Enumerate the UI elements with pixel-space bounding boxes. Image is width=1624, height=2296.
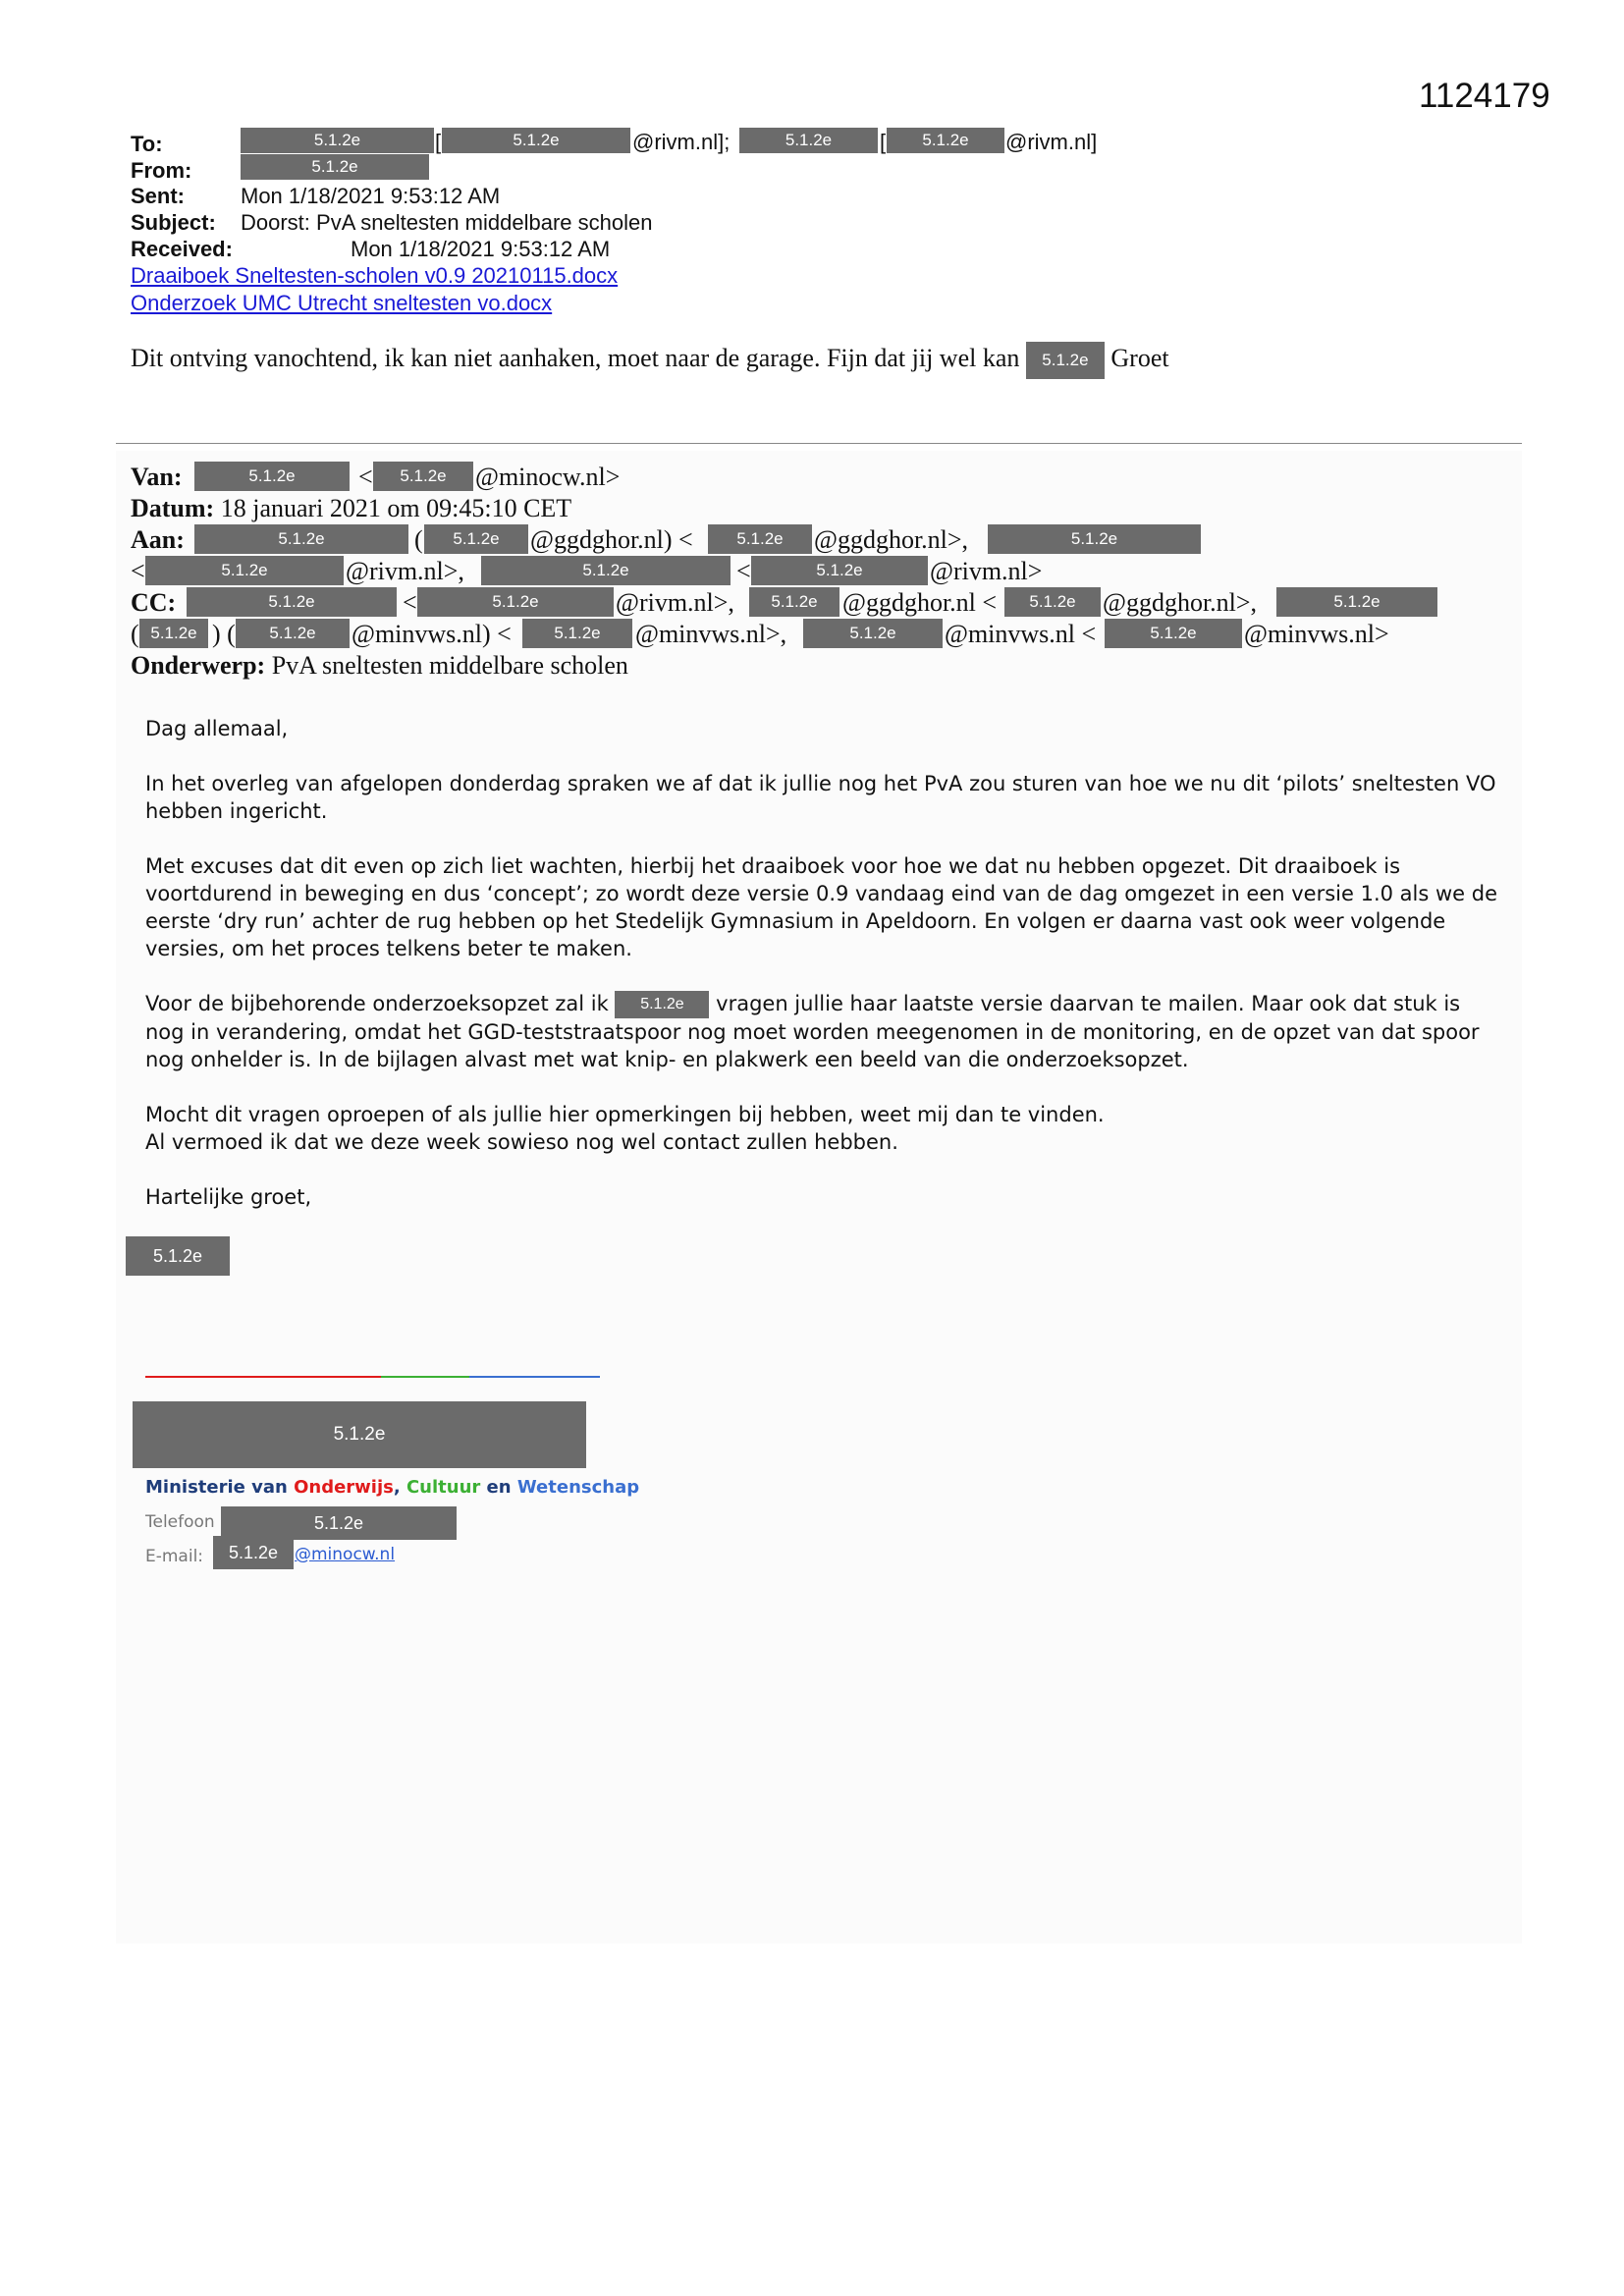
onderwerp-value: PvA sneltesten middelbare scholen — [271, 651, 628, 680]
redaction: 5.1.2e — [751, 556, 928, 585]
redaction: 5.1.2e — [1105, 619, 1242, 648]
signature-logo-redaction: 5.1.2e — [133, 1401, 586, 1468]
redaction: 5.1.2e — [139, 619, 208, 648]
document-id: 1124179 — [1419, 77, 1550, 115]
redaction: 5.1.2e — [241, 154, 429, 180]
signature-bar-green — [381, 1376, 469, 1378]
redaction: 5.1.2e — [194, 462, 350, 491]
paragraph-2: Met excuses dat dit even op zich liet wachten, hierbij het draaiboek voor hoe we dat nu hebben opgezet. Dit draaiboek is voortdurend in beweging en dus ‘concept’; zo wordt deze versie 0.9 vandaag eind van de dag omgezet in een versie 1.0 als we de eerste ‘dry run’ achter de rug hebben op het Stedelijk Gymnasium in Apeldoorn. En volgen er daarna vast ook weer volgende versies, om het proces telkens beter te maken. — [145, 854, 1498, 960]
received-value: Mon 1/18/2021 9:53:12 AM — [351, 237, 611, 261]
sent-label: Sent: — [131, 184, 185, 208]
signature-bar-red — [145, 1376, 381, 1378]
paragraph-3: Voor de bijbehorende onderzoeksopzet zal ik 5.1.2e vragen jullie haar laatste versie daarvan te mailen. Maar ook dat stuk is nog in verandering, omdat het GGD-teststraatspoor nog moet worden meegenomen in de monitoring, en de opzet van dat spoor nog onhelder is. In de bijlagen alvast met wat knip- en plakwerk een beeld van die onderzoeksopzet. — [145, 992, 1480, 1071]
closing: Hartelijke groet, — [145, 1185, 312, 1209]
redaction: 5.1.2e — [145, 556, 344, 585]
redaction: 5.1.2e — [194, 524, 408, 554]
received-label: Received: — [131, 237, 233, 261]
onderwerp-label: Onderwerp: — [131, 651, 266, 680]
ministry-name: Ministerie van Onderwijs, Cultuur en Wetenschap — [145, 1477, 640, 1498]
redaction: 5.1.2e — [481, 556, 731, 585]
paragraph-1: In het overleg van afgelopen donderdag spraken we af dat ik jullie nog het PvA zou sturen van hoe we nu dit ‘pilots’ sneltesten VO hebben ingericht. — [145, 772, 1496, 823]
attachment-link-draaiboek[interactable]: Draaiboek Sneltesten-scholen v0.9 20210115.docx — [131, 263, 619, 288]
redaction: 5.1.2e — [241, 128, 434, 153]
cc-label: CC: — [131, 588, 177, 617]
attachment-link-onderzoek[interactable]: Onderzoek UMC Utrecht sneltesten vo.docx — [131, 291, 553, 315]
aan-label: Aan: — [131, 525, 185, 554]
redaction: 5.1.2e — [1276, 587, 1437, 617]
redaction: 5.1.2e — [887, 128, 1004, 153]
email-label: E-mail: — [145, 1547, 204, 1566]
datum-label: Datum: — [131, 494, 215, 522]
signature-bar-blue — [469, 1376, 600, 1378]
paragraph-4: Mocht dit vragen oproepen of als jullie hier opmerkingen bij hebben, weet mij dan te vinden. Al vermoed ik dat we deze week sowieso nog wel contact zullen hebben. — [145, 1103, 1105, 1154]
from-label: From: — [131, 158, 192, 183]
to-label: To: — [131, 132, 163, 156]
message-body — [145, 715, 1500, 1211]
greeting: Dag allemaal, — [145, 717, 289, 740]
redaction: 5.1.2e — [187, 587, 397, 617]
datum-value: 18 januari 2021 om 09:45:10 CET — [220, 494, 572, 522]
redaction: 5.1.2e — [1026, 342, 1105, 379]
separator-line — [116, 443, 1522, 444]
redaction: 5.1.2e — [522, 619, 632, 648]
redaction: 5.1.2e — [424, 524, 528, 554]
subject-value: Doorst: PvA sneltesten middelbare scholen — [241, 210, 653, 235]
redaction: 5.1.2e — [213, 1536, 294, 1569]
telefoon-label: Telefoon — [145, 1512, 215, 1532]
redaction: 5.1.2e — [442, 128, 630, 153]
redaction: 5.1.2e — [417, 587, 614, 617]
redaction: 5.1.2e — [1004, 587, 1101, 617]
email-link[interactable]: @minocw.nl — [295, 1545, 396, 1564]
subject-label: Subject: — [131, 210, 216, 235]
redaction: 5.1.2e — [373, 462, 473, 491]
redaction: 5.1.2e — [126, 1236, 230, 1276]
van-label: Van: — [131, 463, 183, 491]
intro-line: Dit ontving vanochtend, ik kan niet aanhaken, moet naar de garage. Fijn dat jij wel kan 5.1.2e Groet — [131, 342, 1169, 379]
redaction: 5.1.2e — [739, 128, 878, 153]
redaction: 5.1.2e — [615, 991, 709, 1018]
redaction: 5.1.2e — [708, 524, 812, 554]
redaction: 5.1.2e — [236, 619, 350, 648]
redaction: 5.1.2e — [988, 524, 1201, 554]
sent-value: Mon 1/18/2021 9:53:12 AM — [241, 184, 501, 208]
redaction: 5.1.2e — [803, 619, 943, 648]
redaction: 5.1.2e — [749, 587, 839, 617]
redaction: 5.1.2e — [221, 1506, 457, 1540]
